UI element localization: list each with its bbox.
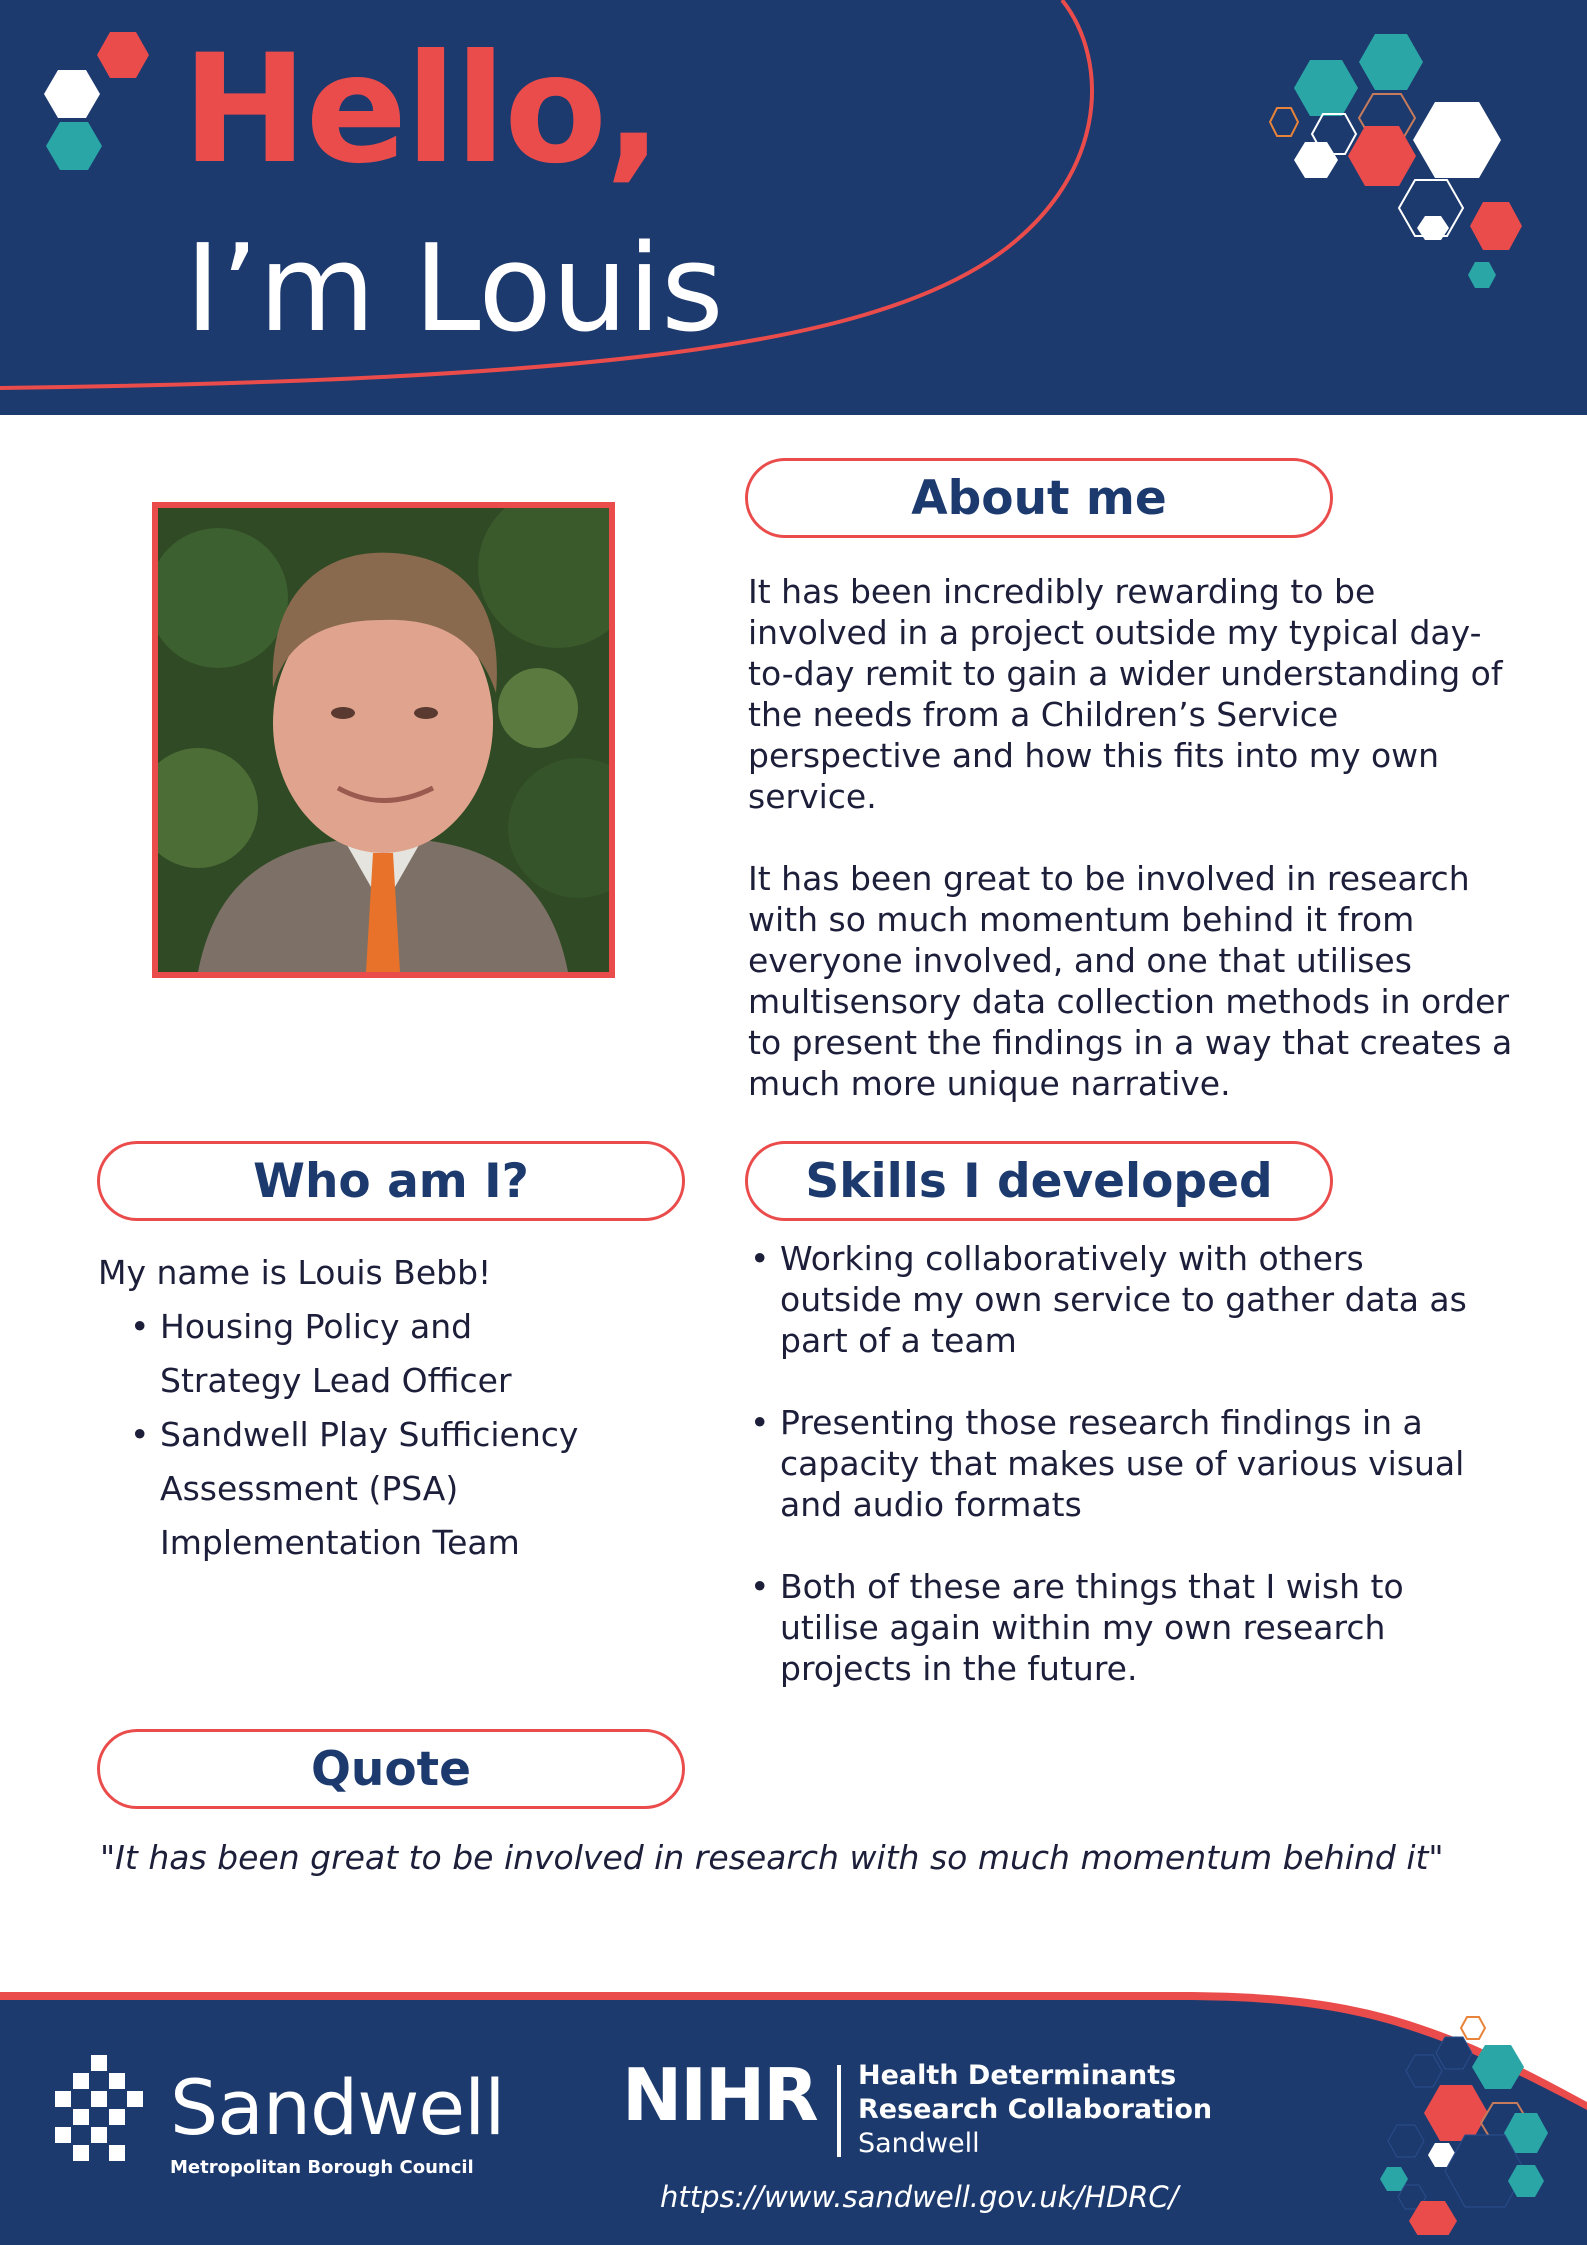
- nihr-logo-text: NIHR: [622, 2053, 817, 2137]
- nihr-divider: [837, 2065, 841, 2157]
- list-item: • Sandwell Play Sufficiency Assessment (PSA) Implementation Team: [128, 1408, 658, 1570]
- hello-heading: Hello,: [182, 23, 661, 197]
- hexagon-decoration-icon: [1375, 2015, 1565, 2235]
- sandwell-logo-icon: [55, 2055, 155, 2175]
- hexagon-decoration-icon: [1265, 30, 1565, 310]
- hdrc-line-3: Sandwell: [858, 2128, 980, 2159]
- skills-section: [748, 1238, 1548, 1689]
- list-item: • Working collaboratively with others outside my own service to gather data as part of a team: [748, 1238, 1548, 1361]
- about-me-paragraph-1: It has been incredibly rewarding to be involved in a project outside my typical day- to-day remit to gain a wider understanding of the needs from a Children’s Service perspective and how this fits into my own service.: [748, 572, 1503, 816]
- hdrc-line-2: Research Collaboration: [858, 2094, 1213, 2125]
- who-am-i-heading: Who am I?: [97, 1141, 685, 1221]
- sandwell-logo-subtitle: Metropolitan Borough Council: [170, 2157, 474, 2178]
- who-am-i-section: [98, 1246, 658, 1570]
- about-me-heading: About me: [745, 458, 1333, 538]
- quote-text: "It has been great to be involved in research with so much momentum behind it": [100, 1838, 1444, 1877]
- website-link[interactable]: https://www.sandwell.gov.uk/HDRC/: [660, 2180, 1179, 2214]
- skills-heading: Skills I developed: [745, 1141, 1333, 1221]
- list-item: • Presenting those research findings in a capacity that makes use of various visual and audio formats: [748, 1402, 1548, 1525]
- profile-photo: [152, 502, 615, 978]
- who-am-i-intro: My name is Louis Bebb!: [98, 1253, 492, 1292]
- portrait-image: [158, 508, 609, 972]
- sandwell-logo-text: Sandwell: [170, 2063, 505, 2152]
- name-heading: I’m Louis: [185, 220, 724, 359]
- hexagon-cluster-icon: [38, 30, 158, 190]
- quote-heading: Quote: [97, 1729, 685, 1809]
- list-item: • Both of these are things that I wish to utilise again within my own research projects in the future.: [748, 1566, 1548, 1689]
- hdrc-line-1: Health Determinants: [858, 2060, 1177, 2091]
- header-banner: [0, 0, 1587, 415]
- list-item: • Housing Policy and Strategy Lead Officer: [128, 1300, 658, 1408]
- about-me-paragraph-2: It has been great to be involved in research with so much momentum behind it from everyone involved, and one that utilises multisensory data collection methods in order to present the findings in a way that creates a much more unique narrative.: [748, 859, 1513, 1103]
